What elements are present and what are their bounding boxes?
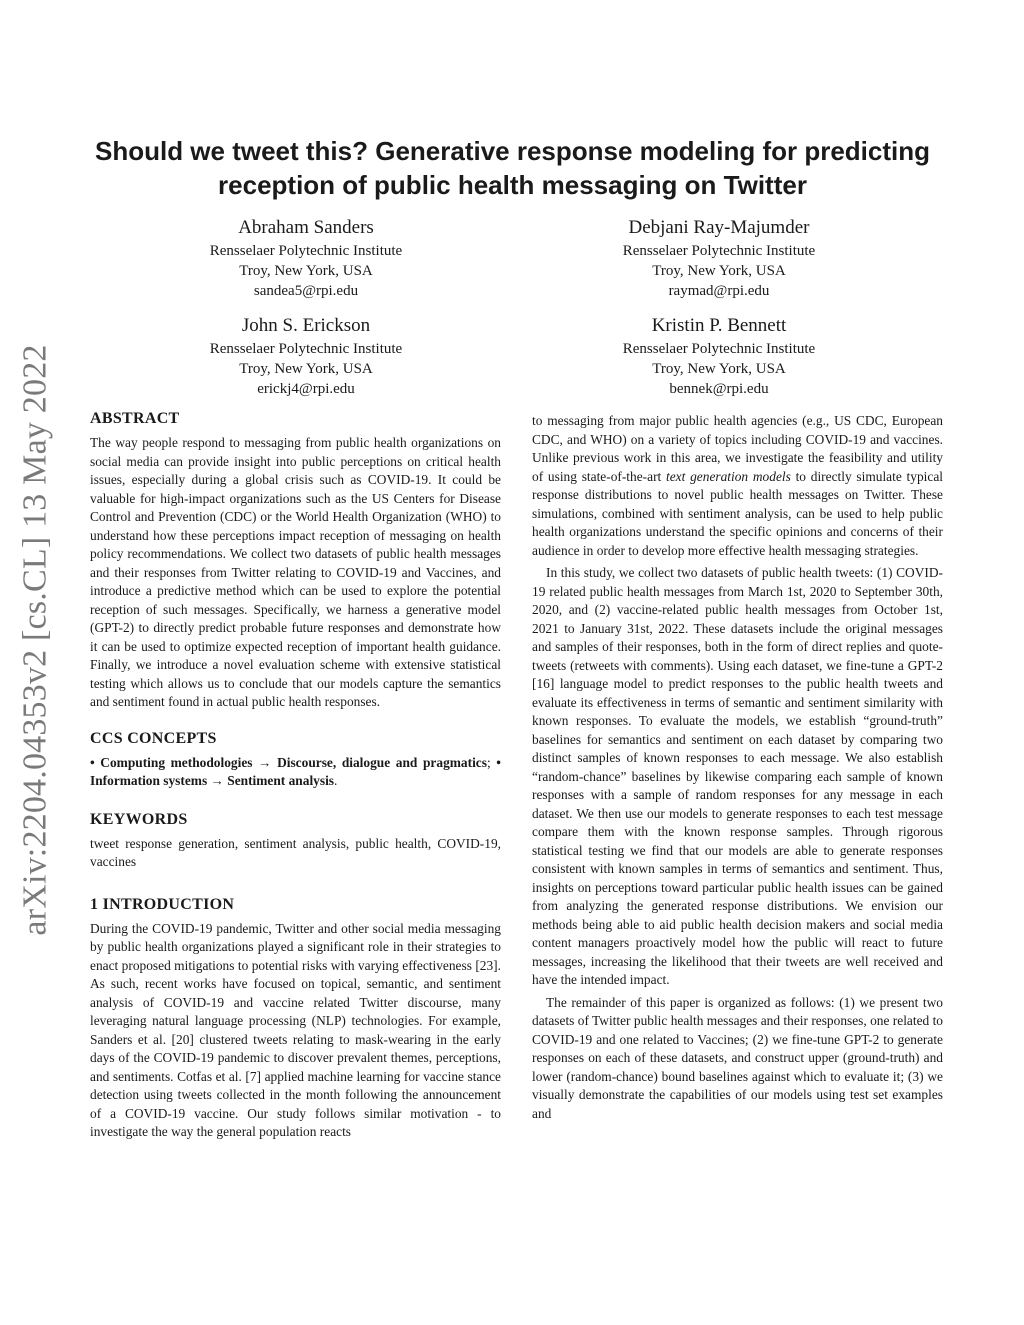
intro-paragraph-1: During the COVID-19 pandemic, Twitter and other social media messaging by public health organizations played a significant role in their strategies to enact proposed mitigations to potential risks with varying effectiveness [23]. As such, recent works have focused on topical, semantic, and sentiment analysis of COVID-19 and vaccine related Twitter discourse, many leveraging natural language processing (NLP) technologies. For example, Sanders et al. [20] clustered tweets relating to mask-wearing in the early days of the COVID-19 pandemic to discover prevalent themes, perceptions, and sentiments. Cotfas et al. [7] applied machine learning for vaccine stance detection using tweets collected in the month following the announcement of a COVID-19 vaccine. Our study follows similar motivation - to investigate the way the general population reacts xyxy=(90,920,501,1139)
author-block-3 xyxy=(146,314,466,399)
ccs-heading: CCS CONCEPTS xyxy=(90,729,217,747)
author-affiliation: Rensselaer Polytechnic Institute xyxy=(209,341,403,357)
author-name: Debjani Ray-Majumder xyxy=(628,217,810,238)
ccs-separator: ; xyxy=(486,754,497,770)
intro-text: to messaging from major public health agencies (e.g., US CDC, European CDC, and WHO) on a variety of topics including COVID-19 and vaccines. Unlike previous work in this area, we investigate the feasibility and utility of using state-of-the-art xyxy=(532,413,943,484)
author-name: John S. Erickson xyxy=(241,315,371,336)
arxiv-identifier xyxy=(14,335,58,945)
author-email: raymad@rpi.edu xyxy=(668,283,770,299)
ccs-concept-2: • Information systems → Sentiment analysis xyxy=(90,754,501,788)
author-email: bennek@rpi.edu xyxy=(669,381,769,397)
intro-paragraph-2: In this study, we collect two datasets of public health tweets: (1) COVID-19 related public health messages from March 1st, 2020 to September 30th, 2020, and (2) vaccine-related public health messages from October 1st, 2021 to January 31st, 2022. These datasets include the original messages and samples of their responses, both in the form of direct replies and quote-tweets (retweets with comments). Using each dataset, we fine-tune a GPT-2 [16] language model to predict responses to the public health tweets and evaluate its effectiveness in terms of semantic and sentiment similarity with known responses. To evaluate the models, we establish “ground-truth” baselines for semantics and sentiment on each dataset by comparing two distinct samples of known responses to each message. We also establish “random-chance” baselines by likewise comparing each sample of known responses with a sample of random responses for any message in each dataset. We then use our models to generate responses to each test message compare them with the known response samples. Through rigorous statistical testing we find that our models are able to generate responses consistent with known samples in terms of semantics and sentiment. Thus, insights on perceptions toward particular public health issues can be gained from analyzing the generated response distributions. We envision our methods being able to aid public health decision makers and social media content managers proactively model how the public will react to future messages, increasing the likelihood that their tweets are well received and have the intended impact. xyxy=(532,565,943,987)
author-location: Troy, New York, USA xyxy=(652,263,786,279)
author-name: Abraham Sanders xyxy=(238,217,374,238)
intro-emphasis: text generation models xyxy=(666,468,791,484)
author-affiliation: Rensselaer Polytechnic Institute xyxy=(622,243,816,259)
ccs-concepts xyxy=(90,754,501,791)
abstract-heading: ABSTRACT xyxy=(90,410,180,427)
author-location: Troy, New York, USA xyxy=(239,263,373,279)
author-location: Troy, New York, USA xyxy=(652,361,786,377)
author-name: Kristin P. Bennett xyxy=(651,315,787,336)
abstract-text: The way people respond to messaging from public health organizations on social media can provide insight into public perceptions on critical health issues, especially during a global crisis such as COVID-19. It could be valuable for high-impact organizations such as the US Centers for Disease Control and Prevention (CDC) or the World Health Organization (WHO) to understand how these perceptions impact reception of messaging on health policy recommendations. We collect two datasets of public health messages and their responses from Twitter relating to COVID-19 and Vaccines, and introduce a predictive method which can be used to explore the potential reception of such messages. Specifically, we harness a generative model (GPT-2) to directly predict probable future responses and demonstrate how it can be used to optimize expected reception of important health guidance. Finally, we introduce a novel evaluation scheme with extensive statistical testing which allows us to conclude that our models capture the semantics and sentiment found in actual public health responses. xyxy=(90,435,501,709)
arxiv-stamp-text: arXiv:2204.04353v2 [cs.CL] 13 May 2022 xyxy=(17,344,55,936)
paper-title: Should we tweet this? Generative response modeling for predicting reception of public health messaging on Twitter xyxy=(94,136,931,200)
ccs-end: . xyxy=(334,773,338,788)
author-email: sandea5@rpi.edu xyxy=(253,283,359,299)
author-block-1 xyxy=(146,216,466,301)
introduction-heading: 1 INTRODUCTION xyxy=(90,895,235,913)
intro-text: to directly simulate typical response distributions to novel public health messages on Twitter. These simulations, combined with sentiment analysis, can be used to help public health organizations understand the specific opinions and concerns of their audience in order to develop more effective health messaging strategies. xyxy=(532,468,943,558)
keywords-heading: KEYWORDS xyxy=(90,810,188,828)
author-affiliation: Rensselaer Polytechnic Institute xyxy=(209,243,403,259)
intro-paragraph-3: The remainder of this paper is organized as follows: (1) we present two datasets of Twitter public health messages and their responses, one related to COVID-19 and one related to Vaccines; (2) we fine-tune GPT-2 to generate responses on each of these datasets, and construct upper (ground-truth) and lower (random-chance) bound baselines against which to evaluate it; (3) we visually demonstrate the capabilities of our models using test set examples and xyxy=(532,994,943,1121)
author-block-4 xyxy=(559,314,879,399)
keywords-text: tweet response generation, sentiment analysis, public health, COVID-19, vaccines xyxy=(90,835,501,869)
right-column xyxy=(532,412,943,1123)
ccs-concept-1: • Computing methodologies → Discourse, dialogue and pragmatics xyxy=(90,754,487,770)
author-affiliation: Rensselaer Polytechnic Institute xyxy=(622,341,816,357)
author-block-2 xyxy=(559,216,879,301)
author-email: erickj4@rpi.edu xyxy=(257,381,355,397)
intro-paragraph-1-continued xyxy=(532,412,943,560)
left-column xyxy=(90,408,501,1142)
author-location: Troy, New York, USA xyxy=(239,361,373,377)
